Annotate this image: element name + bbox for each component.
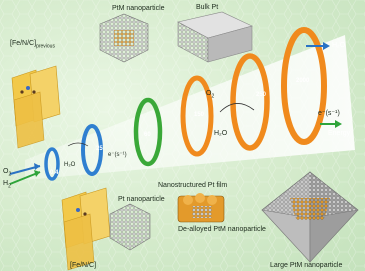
- energy-label: Energy: [328, 130, 351, 137]
- h2o-mid-label: H₂O: [214, 130, 228, 137]
- ring-value-0-4: 0.4: [50, 170, 59, 176]
- fenc-previous-label: $[Fe/N/C]_{previous}$: [10, 40, 55, 50]
- dealloyed-ptm-label: De-alloyed PtM nanoparticle: [178, 226, 266, 233]
- electron-small-label: e⁻(s⁻¹): [108, 152, 127, 158]
- h2o-small-label: H₂O: [64, 162, 76, 168]
- ptm-nanoparticle-label: PtM nanoparticle: [112, 5, 165, 12]
- fenc-bottom-label: [Fe/N/C]: [70, 262, 97, 269]
- ring-value-60: 60: [144, 132, 151, 138]
- h2o-output-label: H₂O: [332, 42, 346, 49]
- ring-value-25: 25: [96, 146, 103, 152]
- o2-mid-label: $O_2$: [206, 90, 215, 100]
- large-ptm-label: Large PtM nanoparticle: [270, 262, 343, 269]
- dealloyed-ptm-particle: [178, 193, 224, 222]
- bulk-pt-label: Bulk Pt: [196, 4, 219, 11]
- electron-rate-label: e⁻(s⁻¹): [318, 110, 340, 117]
- o2-input-label: $O_2$: [3, 168, 12, 178]
- pt-nanoparticle-label: Pt nanoparticle: [118, 196, 165, 203]
- nanostructured-pt-film-label: Nanostructured Pt film: [158, 182, 228, 189]
- ring-value-150: 150: [194, 112, 205, 118]
- h2-input-label: $H_2$: [3, 180, 11, 190]
- ring-value-2000: 2000: [296, 78, 310, 84]
- ring-value-250: 250: [256, 92, 267, 98]
